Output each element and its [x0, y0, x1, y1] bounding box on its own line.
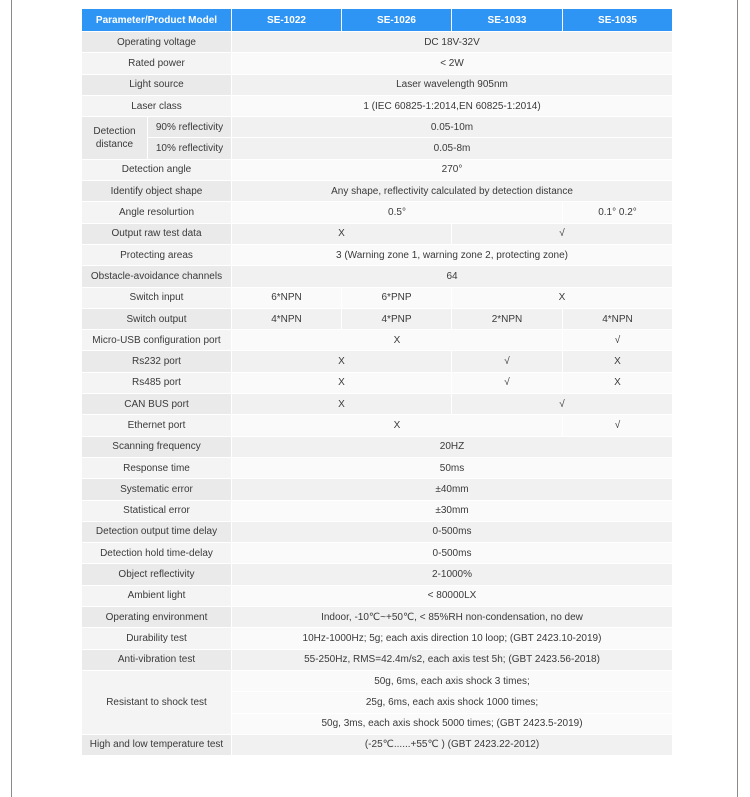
row-label: High and low temperature test	[82, 734, 232, 755]
row-systematic-error	[82, 479, 673, 500]
row-object-reflectivity	[82, 564, 673, 585]
row-rs485	[82, 372, 673, 393]
row-operating-voltage	[82, 32, 673, 53]
row-label: Angle resolurtion	[82, 202, 232, 223]
row-statistical-error	[82, 500, 673, 521]
row-label: CAN BUS port	[82, 394, 232, 415]
row-value: √	[452, 223, 673, 244]
row-label: Durability test	[82, 628, 232, 649]
row-label: Micro-USB configuration port	[82, 330, 232, 351]
spec-table	[81, 8, 673, 756]
row-value: < 2W	[232, 53, 673, 74]
row-label: Ambient light	[82, 585, 232, 606]
row-value: X	[232, 330, 563, 351]
row-detection-distance-90	[82, 117, 673, 138]
row-label: Object reflectivity	[82, 564, 232, 585]
row-value: √	[452, 372, 563, 393]
row-value: X	[232, 372, 452, 393]
header-row	[82, 9, 673, 32]
row-value: ±30mm	[232, 500, 673, 521]
row-value: 50g, 6ms, each axis shock 3 times;	[232, 670, 673, 691]
row-label: Rated power	[82, 53, 232, 74]
row-obstacle-channels	[82, 266, 673, 287]
row-value: 4*NPN	[232, 308, 342, 329]
row-label: Identify object shape	[82, 181, 232, 202]
row-value: 4*PNP	[342, 308, 452, 329]
row-hold-time-delay	[82, 543, 673, 564]
row-value: 0.05-8m	[232, 138, 673, 159]
row-value: X	[232, 223, 452, 244]
row-value: 50ms	[232, 457, 673, 478]
row-value: 1 (IEC 60825-1:2014,EN 60825-1:2014)	[232, 95, 673, 116]
row-label: Detection output time delay	[82, 521, 232, 542]
row-sublabel: 10% reflectivity	[148, 138, 232, 159]
row-value: √	[563, 415, 673, 436]
row-value: 6*NPN	[232, 287, 342, 308]
header-se-1026: SE-1026	[342, 9, 452, 32]
row-value: 55-250Hz, RMS=42.4m/s2, each axis test 5h; (GBT 2423.56-2018)	[232, 649, 673, 670]
row-output-time-delay	[82, 521, 673, 542]
row-value: 270°	[232, 159, 673, 180]
row-switch-output	[82, 308, 673, 329]
row-value: Indoor, -10℃~+50℃, < 85%RH non-condensation, no dew	[232, 607, 673, 628]
row-value: X	[563, 372, 673, 393]
row-value: 10Hz-1000Hz; 5g; each axis direction 10 loop; (GBT 2423.10-2019)	[232, 628, 673, 649]
row-value: 0.1° 0.2°	[563, 202, 673, 223]
row-value: 20HZ	[232, 436, 673, 457]
row-temperature-test	[82, 734, 673, 755]
row-value: 3 (Warning zone 1, warning zone 2, protecting zone)	[232, 244, 673, 265]
row-light-source	[82, 74, 673, 95]
row-label: Statistical error	[82, 500, 232, 521]
row-label: Operating environment	[82, 607, 232, 628]
row-output-raw-test-data	[82, 223, 673, 244]
row-label: Systematic error	[82, 479, 232, 500]
row-laser-class	[82, 95, 673, 116]
row-value: X	[563, 351, 673, 372]
row-value: 0-500ms	[232, 543, 673, 564]
row-value: 64	[232, 266, 673, 287]
row-value: < 80000LX	[232, 585, 673, 606]
row-can-bus	[82, 394, 673, 415]
row-identify-object-shape	[82, 181, 673, 202]
row-value: 0-500ms	[232, 521, 673, 542]
row-ambient-light	[82, 585, 673, 606]
row-value: 0.05-10m	[232, 117, 673, 138]
header-se-1033: SE-1033	[452, 9, 563, 32]
row-label: Light source	[82, 74, 232, 95]
row-detection-distance-10	[82, 138, 673, 159]
row-label: Operating voltage	[82, 32, 232, 53]
row-shock-test-1	[82, 670, 673, 691]
row-value: √	[452, 394, 673, 415]
row-label: Rs485 port	[82, 372, 232, 393]
row-value: ±40mm	[232, 479, 673, 500]
row-label: Detection hold time-delay	[82, 543, 232, 564]
row-value: DC 18V-32V	[232, 32, 673, 53]
row-value: 2*NPN	[452, 308, 563, 329]
row-value: √	[452, 351, 563, 372]
row-scanning-frequency	[82, 436, 673, 457]
row-switch-input	[82, 287, 673, 308]
row-value: √	[563, 330, 673, 351]
row-value: 2-1000%	[232, 564, 673, 585]
row-label: Scanning frequency	[82, 436, 232, 457]
row-label: Switch output	[82, 308, 232, 329]
row-durability-test	[82, 628, 673, 649]
row-value: Laser wavelength 905nm	[232, 74, 673, 95]
header-se-1022: SE-1022	[232, 9, 342, 32]
row-label: Obstacle-avoidance channels	[82, 266, 232, 287]
row-ethernet	[82, 415, 673, 436]
row-value: 50g, 3ms, each axis shock 5000 times; (GBT 2423.5-2019)	[232, 713, 673, 734]
row-value: (-25℃......+55℃ ) (GBT 2423.22-2012)	[232, 734, 673, 755]
row-label: Laser class	[82, 95, 232, 116]
row-detection-angle	[82, 159, 673, 180]
row-angle-resolution	[82, 202, 673, 223]
row-value: 4*NPN	[563, 308, 673, 329]
header-se-1035: SE-1035	[563, 9, 673, 32]
row-label: Response time	[82, 457, 232, 478]
row-value: X	[232, 415, 563, 436]
row-response-time	[82, 457, 673, 478]
row-label: Detection angle	[82, 159, 232, 180]
row-protecting-areas	[82, 244, 673, 265]
row-micro-usb	[82, 330, 673, 351]
row-sublabel: 90% reflectivity	[148, 117, 232, 138]
row-label: Ethernet port	[82, 415, 232, 436]
row-label: Switch input	[82, 287, 232, 308]
row-label: Resistant to shock test	[82, 670, 232, 734]
row-label: Detection distance	[82, 117, 148, 160]
row-value: 0.5°	[232, 202, 563, 223]
row-operating-environment	[82, 607, 673, 628]
row-rated-power	[82, 53, 673, 74]
row-value: X	[232, 351, 452, 372]
header-parameter: Parameter/Product Model	[82, 9, 232, 32]
row-value: X	[452, 287, 673, 308]
row-label: Anti-vibration test	[82, 649, 232, 670]
row-label: Protecting areas	[82, 244, 232, 265]
row-value: X	[232, 394, 452, 415]
row-value: 25g, 6ms, each axis shock 1000 times;	[232, 692, 673, 713]
row-label: Rs232 port	[82, 351, 232, 372]
row-label: Output raw test data	[82, 223, 232, 244]
row-rs232	[82, 351, 673, 372]
row-value: 6*PNP	[342, 287, 452, 308]
row-anti-vibration-test	[82, 649, 673, 670]
row-value: Any shape, reflectivity calculated by detection distance	[232, 181, 673, 202]
